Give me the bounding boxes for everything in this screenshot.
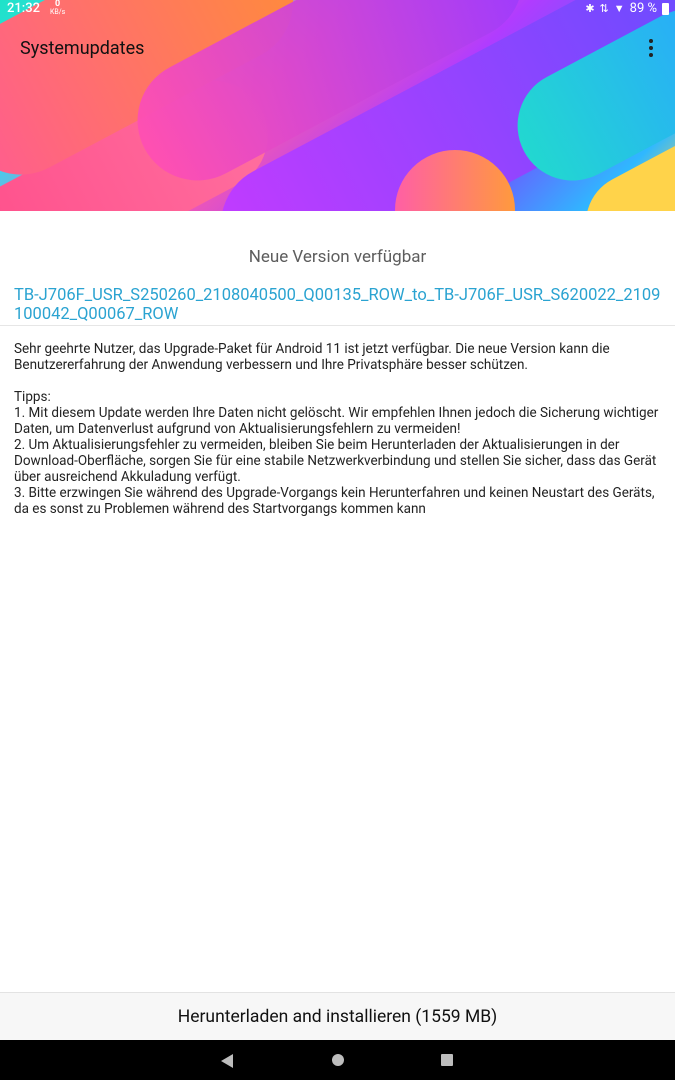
network-speed-unit: KB/s [50, 8, 66, 16]
network-speed [50, 0, 65, 16]
tip-item: 3. Bitte erzwingen Sie während des Upgrade-Vorgangs kein Herunterfahren und keinen Neustart des Geräts, da es sonst zu Problemen während des Startvorgangs kommen kann [14, 485, 655, 517]
network-speed-value: 0 [55, 0, 61, 9]
version-name: TB-J706F_USR_S250260_2108040500_Q00135_ROW_to_TB-J706F_USR_S620022_2109100042_Q00067_ROW [14, 286, 661, 324]
navigation-bar [0, 1040, 675, 1080]
back-icon[interactable] [221, 1054, 233, 1068]
data-arrows-icon: ⇅ [599, 2, 609, 15]
status-icons [585, 1, 669, 16]
update-description [14, 341, 664, 517]
bottom-action-bar [0, 992, 675, 1041]
status-time: 21:32 [7, 1, 40, 16]
wifi-icon: ▼ [613, 2, 625, 15]
page-title: Systemupdates [20, 38, 145, 59]
more-vert-icon-dot [649, 46, 653, 50]
more-options-button[interactable] [643, 38, 659, 58]
tip-item: 1. Mit diesem Update werden Ihre Daten nicht gelöscht. Wir empfehlen Ihnen jedoch die Sicherung wichtiger Daten, um Datenverlust aufgrund von Aktualisierungsfehlern zu vermeiden! [14, 405, 659, 437]
bluetooth-icon: ✱ [585, 2, 595, 15]
more-vert-icon-dot [649, 53, 653, 57]
download-install-button[interactable]: Herunterladen and installieren (1559 MB) [177, 1007, 498, 1027]
divider [0, 325, 675, 326]
more-vert-icon [649, 39, 653, 43]
home-icon[interactable] [332, 1054, 344, 1066]
battery-level: 89 % [629, 1, 657, 16]
recent-apps-icon[interactable] [441, 1054, 453, 1066]
header-banner [0, 0, 675, 211]
battery-icon [662, 3, 669, 15]
intro-text: Sehr geehrte Nutzer, das Upgrade-Paket für Android 11 ist jetzt verfügbar. Die neue Version kann die Benutzererfahrung der Anwendung verbessern und Ihre Privatsphäre besser schützen. [14, 341, 610, 373]
tip-item: 2. Um Aktualisierungsfehler zu vermeiden, bleiben Sie beim Herunterladen der Aktualisierungen in der Download-Oberfläche, sorgen Sie für eine stabile Netzwerkverbindung und stellen Sie sicher, dass das Gerät über ausreichend Akkuladung verfügt. [14, 437, 657, 485]
tips-label: Tipps: [14, 389, 51, 405]
status-bar [0, 0, 675, 20]
update-heading: Neue Version verfügbar [248, 247, 427, 267]
